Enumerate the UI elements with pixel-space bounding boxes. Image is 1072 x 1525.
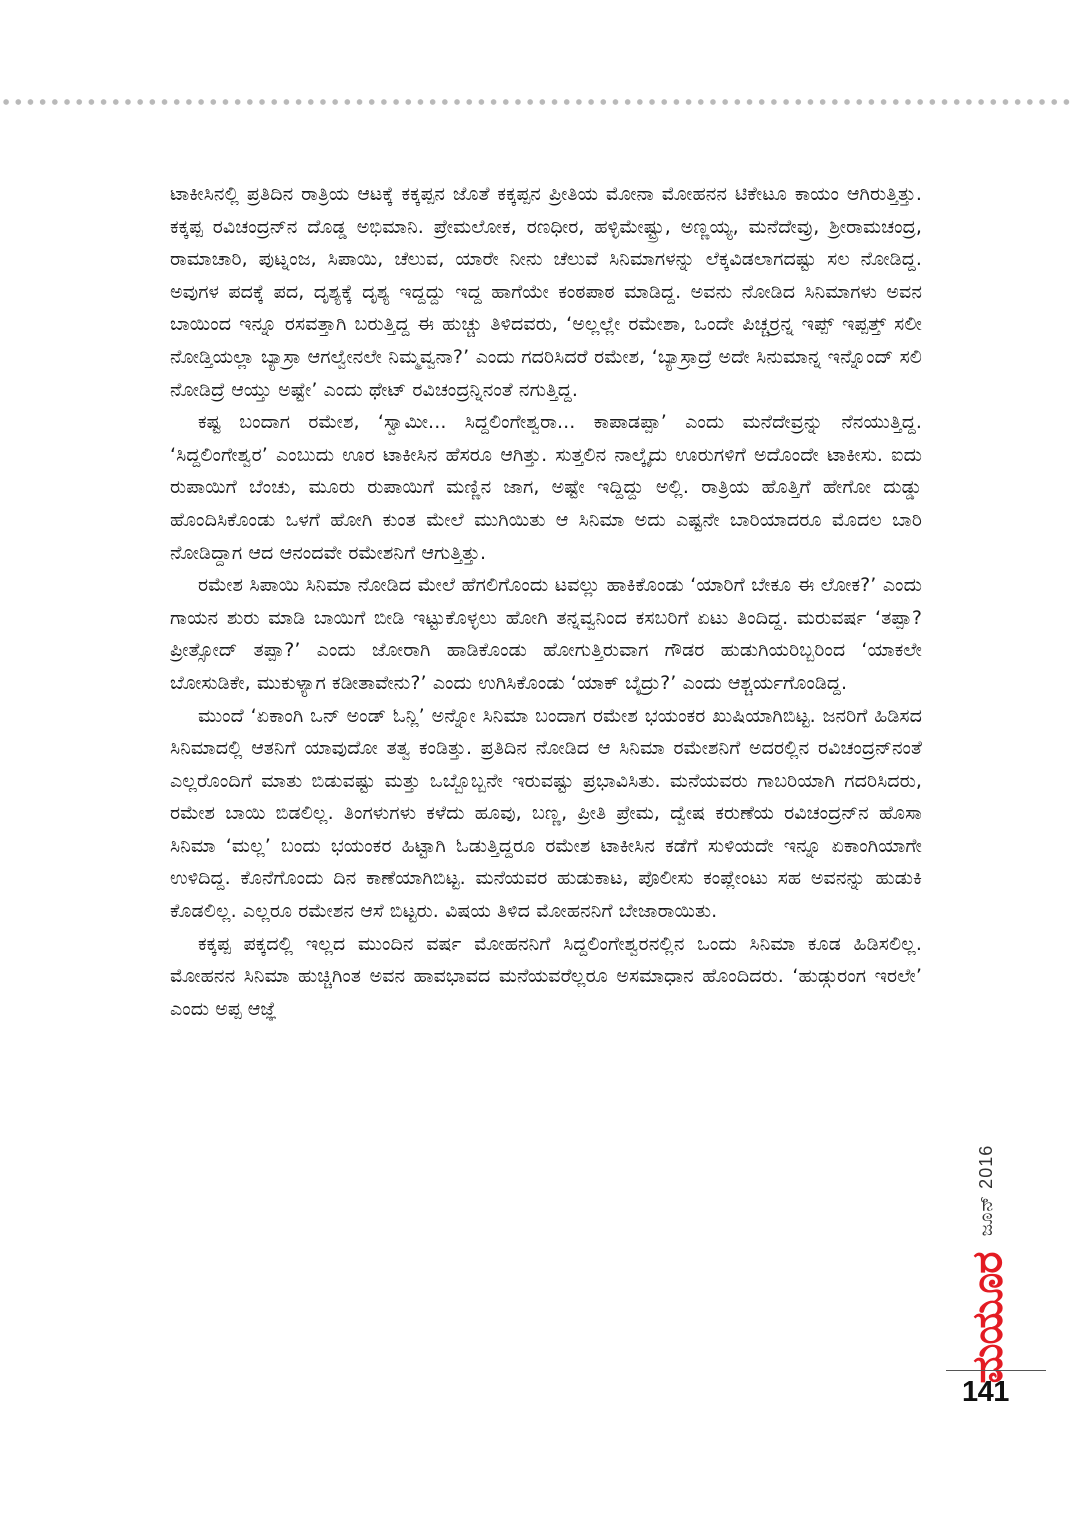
page-number-rule	[946, 1370, 1046, 1371]
magazine-logo	[952, 1252, 1022, 1384]
page-number: 141	[962, 1376, 1009, 1408]
issue-date	[962, 1115, 1012, 1265]
article-body	[170, 178, 922, 1400]
paragraph-4: ಮುಂದೆ ‘ಏಕಾಂಗಿ ಒನ್ ಅಂಡ್ ಓನ್ಲಿ’ ಅನ್ನೋ ಸಿನಿಮಾ ಬಂದಾಗ ರಮೇಶ ಭಯಂಕರ ಖುಷಿಯಾಗಿಬಿಟ್ಟ. ಜನರಿಗೆ ಹಿಡಿಸದ ಸಿನಿಮಾದಲ್ಲಿ ಆತನಿಗೆ ಯಾವುದೋ ತತ್ವ ಕಂಡಿತ್ತು. ಪ್ರತಿದಿನ ನೋಡಿದ ಆ ಸಿನಿಮಾ ರಮೇಶನಿಗೆ ಅದರಲ್ಲಿನ ರವಿಚಂದ್ರನ್‌ನಂತೆ ಎಲ್ಲರೊಂದಿಗೆ ಮಾತು ಬಿಡುವಷ್ಟು ಮತ್ತು ಒಬ್ಬೊಬ್ಬನೇ ಇರುವಷ್ಟು ಪ್ರಭಾವಿಸಿತು. ಮನೆಯವರು ಗಾಬರಿಯಾಗಿ ಗದರಿಸಿದರು, ರಮೇಶ ಬಾಯಿ ಬಿಡಲಿಲ್ಲ. ತಿಂಗಳುಗಳು ಕಳೆದು ಹೂವು, ಬಣ್ಣ, ಪ್ರೀತಿ ಪ್ರೇಮ, ದ್ವೇಷ ಕರುಣೆಯ ರವಿಚಂದ್ರನ್‌ನ ಹೊಸಾ ಸಿನಿಮಾ ‘ಮಲ್ಲ’ ಬಂದು ಭಯಂಕರ ಹಿಟ್ಟಾಗಿ ಓಡುತ್ತಿದ್ದರೂ ರಮೇಶ ಟಾಕೀಸಿನ ಕಡೆಗೆ ಸುಳಿಯದೇ ಇನ್ನೂ ಏಕಾಂಗಿಯಾಗೇ ಉಳಿದಿದ್ದ. ಕೊನೆಗೊಂದು ದಿನ ಕಾಣೆಯಾಗಿಬಿಟ್ಟ. ಮನೆಯವರ ಹುಡುಕಾಟ, ಪೊಲೀಸು ಕಂಪ್ಲೇಂಟು ಸಹ ಅವನನ್ನು ಹುಡುಕಿ ಕೊಡಲಿಲ್ಲ. ಎಲ್ಲರೂ ರಮೇಶನ ಆಸೆ ಬಿಟ್ಟರು. ವಿಷಯ ತಿಳಿದ ಮೋಹನನಿಗೆ ಬೇಜಾರಾಯಿತು.	[170, 704, 922, 923]
paragraph-1: ಟಾಕೀಸಿನಲ್ಲಿ ಪ್ರತಿದಿನ ರಾತ್ರಿಯ ಆಟಕ್ಕೆ ಕಕ್ಕಪ್ಪನ ಜೊತೆ ಕಕ್ಕಪ್ಪನ ಪ್ರೀತಿಯ ಮೋನಾ ಮೋಹನನ ಟಿಕೇಟೂ ಕಾಯಂ ಆಗಿರುತ್ತಿತ್ತು. ಕಕ್ಕಪ್ಪ ರವಿಚಂದ್ರನ್‌ನ ದೊಡ್ಡ ಅಭಿಮಾನಿ. ಪ್ರೇಮಲೋಕ, ರಣಧೀರ, ಹಳ್ಳಿಮೇಷ್ಟ್ರು, ಅಣ್ಣಯ್ಯ, ಮನೆದೇವ್ರು, ಶ್ರೀರಾಮಚಂದ್ರ, ರಾಮಾಚಾರಿ, ಪುಟ್ನಂಜ, ಸಿಪಾಯಿ, ಚೆಲುವ, ಯಾರೇ ನೀನು ಚೆಲುವೆ ಸಿನಿಮಾಗಳನ್ನು ಲೆಕ್ಕವಿಡಲಾಗದಷ್ಟು ಸಲ ನೋಡಿದ್ದ. ಅವುಗಳ ಪದಕ್ಕೆ ಪದ, ದೃಶ್ಯಕ್ಕೆ ದೃಶ್ಯ ಇದ್ದದ್ದು ಇದ್ದ ಹಾಗೆಯೇ ಕಂಠಪಾಠ ಮಾಡಿದ್ದ. ಅವನು ನೋಡಿದ ಸಿನಿಮಾಗಳು ಅವನ ಬಾಯಿಂದ ಇನ್ನೂ ರಸವತ್ತಾಗಿ ಬರುತ್ತಿದ್ದ ಈ ಹುಚ್ಚು ತಿಳಿದವರು, ‘ಅಲ್ಲಲ್ಲೇ ರಮೇಶಾ, ಒಂದೇ ಪಿಚ್ಚರ್ರನ್ನ ಇಪ್ಪ್ ಇಪ್ಪತ್ತ್ ಸಲೀ ನೋಡ್ತಿಯಲ್ಲಾ ಬ್ಯಾಸ್ರಾ ಆಗಲ್ವೇನಲೇ ನಿಮ್ಮವ್ವನಾ?’ ಎಂದು ಗದರಿಸಿದರೆ ರಮೇಶ, ‘ಬ್ಯಾಸ್ರಾದ್ರೆ ಅದೇ ಸಿನುಮಾನ್ನ ಇನ್ನೊಂದ್ ಸಲಿ ನೋಡಿದ್ರೆ ಆಯ್ತು ಅಷ್ಟೇ’ ಎಂದು ಥೇಟ್ ರವಿಚಂದ್ರನ್ನಿನಂತೆ ನಗುತ್ತಿದ್ದ.	[170, 183, 922, 401]
magazine-logo-text: ಮಯೂರ	[962, 1252, 1012, 1384]
paragraph-3: ರಮೇಶ ಸಿಪಾಯಿ ಸಿನಿಮಾ ನೋಡಿದ ಮೇಲೆ ಹೆಗಲಿಗೊಂದು ಟವಲ್ಲು ಹಾಕಿಕೊಂಡು ‘ಯಾರಿಗೆ ಬೇಕೂ ಈ ಲೋಕ?’ ಎಂದು ಗಾಯನ ಶುರು ಮಾಡಿ ಬಾಯಿಗೆ ಬೀಡಿ ಇಟ್ಟುಕೊಳ್ಳಲು ಹೋಗಿ ತನ್ನವ್ವನಿಂದ ಕಸಬರಿಗೆ ಏಟು ತಿಂದಿದ್ದ. ಮರುವರ್ಷ ‘ತಪ್ಪಾ? ಪ್ರೀತ್ಸೋದ್ ತಪ್ಪಾ?’ ಎಂದು ಜೋರಾಗಿ ಹಾಡಿಕೊಂಡು ಹೋಗುತ್ತಿರುವಾಗ ಗೌಡರ ಹುಡುಗಿಯರಿಬ್ಬರಿಂದ ‘ಯಾಕಲೇ ಬೋಸುಡಿಕೇ, ಮುಕುಳ್ಯಾಗ ಕಡೀತಾವೇನು?’ ಎಂದು ಉಗಿಸಿಕೊಂಡು ‘ಯಾಕ್ ಬೈದ್ರು?’ ಎಂದು ಆಶ್ಚರ್ಯಗೊಂಡಿದ್ದ.	[170, 574, 922, 694]
issue-date-text: ಜೂನ್ 2016	[976, 1144, 997, 1236]
paragraph-2: ಕಷ್ಟ ಬಂದಾಗ ರಮೇಶ, ‘ಸ್ವಾಮೀ... ಸಿದ್ದಲಿಂಗೇಶ್ವರಾ... ಕಾಪಾಡಪ್ಪಾ’ ಎಂದು ಮನೆದೇವ್ರನ್ನು ನೆನಯುತ್ತಿದ್ದ. ‘ಸಿದ್ದಲಿಂಗೇಶ್ವರ’ ಎಂಬುದು ಊರ ಟಾಕೀಸಿನ ಹೆಸರೂ ಆಗಿತ್ತು. ಸುತ್ತಲಿನ ನಾಲ್ಕೈದು ಊರುಗಳಿಗೆ ಅದೊಂದೇ ಟಾಕೀಸು. ಐದು ರುಪಾಯಿಗೆ ಬೆಂಚು, ಮೂರು ರುಪಾಯಿಗೆ ಮಣ್ಣಿನ ಜಾಗ, ಅಷ್ಟೇ ಇದ್ದಿದ್ದು ಅಲ್ಲಿ. ರಾತ್ರಿಯ ಹೊತ್ತಿಗೆ ಹೇಗೋ ದುಡ್ಡು ಹೊಂದಿಸಿಕೊಂಡು ಒಳಗೆ ಹೋಗಿ ಕುಂತ ಮೇಲೆ ಮುಗಿಯಿತು ಆ ಸಿನಿಮಾ ಅದು ಎಷ್ಟನೇ ಬಾರಿಯಾದರೂ ಮೊದಲ ಬಾರಿ ನೋಡಿದ್ದಾಗ ಆದ ಆನಂದವೇ ರಮೇಶನಿಗೆ ಆಗುತ್ತಿತ್ತು.	[170, 411, 922, 564]
dotted-header-rule	[0, 98, 1072, 106]
paragraph-5: ಕಕ್ಕಪ್ಪ ಪಕ್ಕದಲ್ಲಿ ಇಲ್ಲದ ಮುಂದಿನ ವರ್ಷ ಮೋಹನನಿಗೆ ಸಿದ್ದಲಿಂಗೇಶ್ವರನಲ್ಲಿನ ಒಂದು ಸಿನಿಮಾ ಕೂಡ ಹಿಡಿಸಲಿಲ್ಲ. ಮೋಹನನ ಸಿನಿಮಾ ಹುಚ್ಚಿಗಿಂತ ಅವನ ಹಾವಭಾವದ ಮನೆಯವರೆಲ್ಲರೂ ಅಸಮಾಧಾನ ಹೊಂದಿದರು. ‘ಹುಡ್ಗುರಂಗ ಇರಲೇ’ ಎಂದು ಅಪ್ಪ ಆಜ್ಞೆ	[170, 932, 922, 1020]
